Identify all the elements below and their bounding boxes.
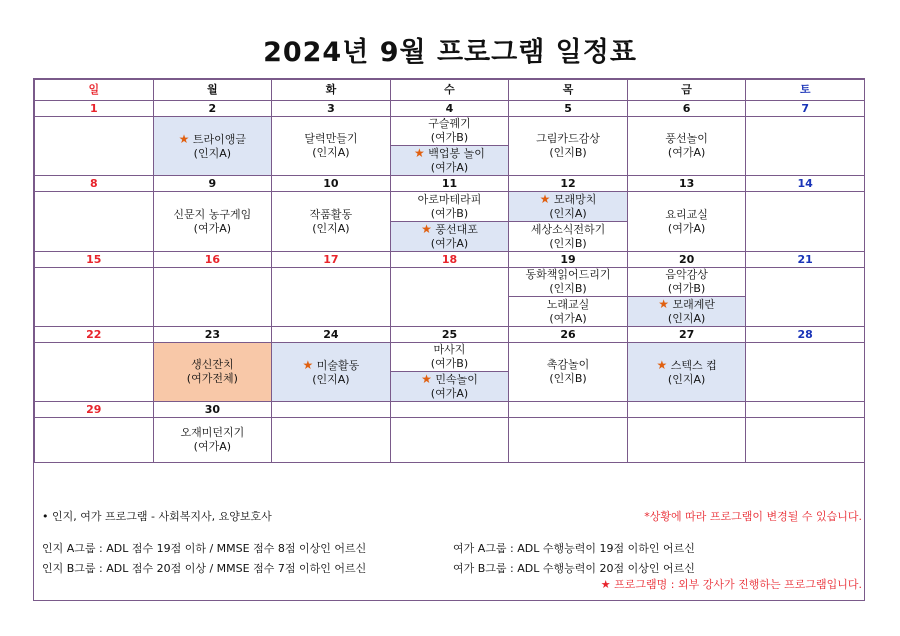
empty-cell	[35, 192, 154, 252]
program-name: 모래망치	[553, 193, 597, 206]
date-cell: 22	[35, 327, 154, 343]
program-group: (여가B)	[430, 357, 469, 370]
date-cell: 14	[746, 176, 865, 192]
weekday-mon: 월	[153, 80, 272, 101]
program-name: 백업봉 놀이	[428, 147, 485, 160]
date-cell: 15	[35, 252, 154, 268]
program-cell	[390, 192, 509, 222]
program-name: 모래계란	[672, 298, 715, 311]
program-cell	[153, 418, 272, 463]
date-cell	[746, 402, 865, 418]
date-cell: 5	[509, 101, 628, 117]
week1-programs	[35, 117, 865, 146]
star-icon: ★	[539, 192, 551, 206]
weekday-header-row	[35, 80, 865, 101]
program-cell	[509, 297, 628, 327]
week2-programs	[35, 192, 865, 222]
program-group: (인지B)	[549, 146, 587, 159]
date-cell: 24	[272, 327, 391, 343]
program-cell	[509, 222, 628, 252]
program-name: 요리교실	[665, 207, 708, 221]
weekday-wed: 수	[390, 80, 509, 101]
program-name: 음악감상	[665, 268, 708, 281]
program-cell	[627, 117, 746, 176]
date-cell: 25	[390, 327, 509, 343]
empty-cell	[272, 418, 391, 463]
week3-dates	[35, 252, 865, 268]
program-cell	[390, 222, 509, 252]
star-icon: ★	[656, 357, 668, 372]
program-cell	[153, 343, 272, 402]
calendar-table	[34, 79, 865, 463]
program-name: 스텍스 컵	[670, 358, 717, 372]
cognitive-group-b-note: 인지 B그룹 : ADL 점수 20점 이상 / MMSE 점수 7점 이하인 어르신	[42, 562, 367, 575]
date-cell	[627, 402, 746, 418]
empty-cell	[746, 268, 865, 327]
program-cell	[627, 343, 746, 402]
date-cell	[390, 402, 509, 418]
week5-programs	[35, 418, 865, 463]
program-group: (인지A)	[193, 146, 232, 160]
date-cell: 18	[390, 252, 509, 268]
week4-dates	[35, 327, 865, 343]
weekday-fri: 금	[627, 80, 746, 101]
week4-programs	[35, 343, 865, 372]
program-group: (인지A)	[312, 221, 350, 235]
program-group: (여가A)	[193, 440, 232, 453]
program-group: (인지A)	[312, 372, 350, 386]
program-name: 풍선대포	[435, 223, 478, 236]
staff-note: • 인지, 여가 프로그램 - 사회복지사, 요양보호사	[42, 510, 272, 523]
empty-cell	[509, 418, 628, 463]
program-name: 그림카드감상	[536, 132, 600, 145]
program-cell	[272, 192, 391, 252]
date-cell: 4	[390, 101, 509, 117]
program-cell	[390, 117, 509, 146]
date-cell: 6	[627, 101, 746, 117]
date-cell: 8	[35, 176, 154, 192]
program-name: 마사지	[433, 343, 466, 356]
program-group: (인지A)	[312, 146, 350, 159]
date-cell: 23	[153, 327, 272, 343]
program-group: (여가A)	[430, 387, 469, 400]
date-cell: 17	[272, 252, 391, 268]
program-group: (여가A)	[667, 146, 706, 159]
cognitive-group-a-note: 인지 A그룹 : ADL 점수 19점 이하 / MMSE 점수 8점 이상인 어르신	[42, 542, 367, 555]
star-icon: ★	[421, 222, 432, 236]
program-cell	[627, 268, 746, 297]
weekday-thu: 목	[509, 80, 628, 101]
empty-cell	[746, 343, 865, 402]
external-instructor-note: ★ 프로그램명 : 외부 강사가 진행하는 프로그램입니다.	[600, 578, 862, 591]
date-cell: 16	[153, 252, 272, 268]
program-name: 노래교실	[546, 297, 590, 311]
program-name: 작품활동	[309, 207, 353, 221]
empty-cell	[746, 192, 865, 252]
program-name: 오재미던지기	[180, 426, 245, 439]
week5-dates	[35, 402, 865, 418]
program-group: (여가전체)	[186, 372, 238, 385]
date-cell: 27	[627, 327, 746, 343]
program-group: (여가B)	[430, 206, 469, 220]
leisure-group-b-note: 여가 B그룹 : ADL 수행능력이 20점 이상인 어르신	[453, 562, 695, 575]
program-cell	[153, 192, 272, 252]
date-cell: 19	[509, 252, 628, 268]
date-cell: 13	[627, 176, 746, 192]
leisure-group-a-note: 여가 A그룹 : ADL 수행능력이 19점 이하인 어르신	[453, 542, 695, 555]
date-cell: 9	[153, 176, 272, 192]
page-title: 2024년 9월 프로그램 일정표	[263, 37, 637, 68]
star-icon: ★	[178, 131, 190, 146]
program-group: (인지B)	[549, 282, 587, 295]
program-group: (여가A)	[430, 237, 469, 250]
program-name: 세상소식전하기	[530, 222, 606, 236]
date-cell: 20	[627, 252, 746, 268]
program-name: 구슬꿰기	[428, 117, 471, 130]
program-name: 미술활동	[316, 358, 360, 372]
date-cell: 7	[746, 101, 865, 117]
empty-cell	[35, 117, 154, 176]
program-name: 풍선놀이	[665, 132, 708, 145]
star-icon: ★	[414, 146, 425, 160]
date-cell: 1	[35, 101, 154, 117]
program-group: (인지A)	[667, 372, 706, 386]
program-group: (인지A)	[667, 312, 706, 325]
date-cell: 21	[746, 252, 865, 268]
empty-cell	[746, 117, 865, 176]
program-cell	[390, 146, 509, 176]
program-name: 민속놀이	[435, 373, 478, 386]
date-cell: 12	[509, 176, 628, 192]
program-name: 동화책읽어드리기	[525, 268, 611, 281]
program-cell	[509, 192, 628, 222]
program-group: (인지B)	[549, 372, 587, 385]
date-cell: 30	[153, 402, 272, 418]
empty-cell	[746, 418, 865, 463]
date-cell	[272, 402, 391, 418]
empty-cell	[272, 268, 391, 327]
program-cell	[390, 372, 509, 402]
week1-dates	[35, 101, 865, 117]
empty-cell	[35, 268, 154, 327]
program-name: 촉감놀이	[546, 358, 590, 371]
star-icon: ★	[658, 297, 669, 311]
program-cell	[272, 117, 391, 176]
empty-cell	[153, 268, 272, 327]
program-group: (인지A)	[549, 207, 587, 220]
program-group: (여가A)	[430, 161, 469, 174]
empty-cell	[35, 343, 154, 402]
week3-programs	[35, 268, 865, 297]
star-icon: ★	[421, 372, 432, 386]
empty-cell	[390, 418, 509, 463]
weekday-tue: 화	[272, 80, 391, 101]
date-cell: 26	[509, 327, 628, 343]
weekday-sat: 토	[746, 80, 865, 101]
program-cell	[153, 117, 272, 176]
program-cell	[627, 297, 746, 327]
change-notice: *상황에 따라 프로그램이 변경될 수 있습니다.	[644, 510, 862, 523]
program-cell	[272, 343, 391, 402]
program-cell	[509, 268, 628, 297]
date-cell: 3	[272, 101, 391, 117]
week2-dates	[35, 176, 865, 192]
program-name: 아로마테라피	[417, 192, 482, 206]
date-cell: 29	[35, 402, 154, 418]
empty-cell	[390, 268, 509, 327]
program-group: (여가A)	[667, 221, 706, 235]
date-cell: 10	[272, 176, 391, 192]
program-cell	[509, 117, 628, 176]
program-name: 생신잔치	[191, 358, 234, 371]
date-cell: 2	[153, 101, 272, 117]
program-group: (여가A)	[193, 221, 232, 235]
program-cell	[509, 343, 628, 402]
empty-cell	[35, 418, 154, 463]
program-name: 신문지 농구게임	[173, 207, 252, 221]
star-icon: ★	[302, 357, 314, 372]
program-name: 트라이앵글	[192, 132, 247, 146]
program-cell	[627, 192, 746, 252]
date-cell: 28	[746, 327, 865, 343]
program-cell	[390, 343, 509, 372]
program-group: (여가A)	[549, 311, 587, 325]
program-group: (여가B)	[430, 131, 469, 144]
program-group: (여가B)	[667, 282, 706, 295]
date-cell	[509, 402, 628, 418]
program-name: 달력만들기	[304, 132, 358, 145]
program-group: (인지B)	[549, 236, 587, 250]
weekday-sun: 일	[35, 80, 154, 101]
empty-cell	[627, 418, 746, 463]
date-cell: 11	[390, 176, 509, 192]
